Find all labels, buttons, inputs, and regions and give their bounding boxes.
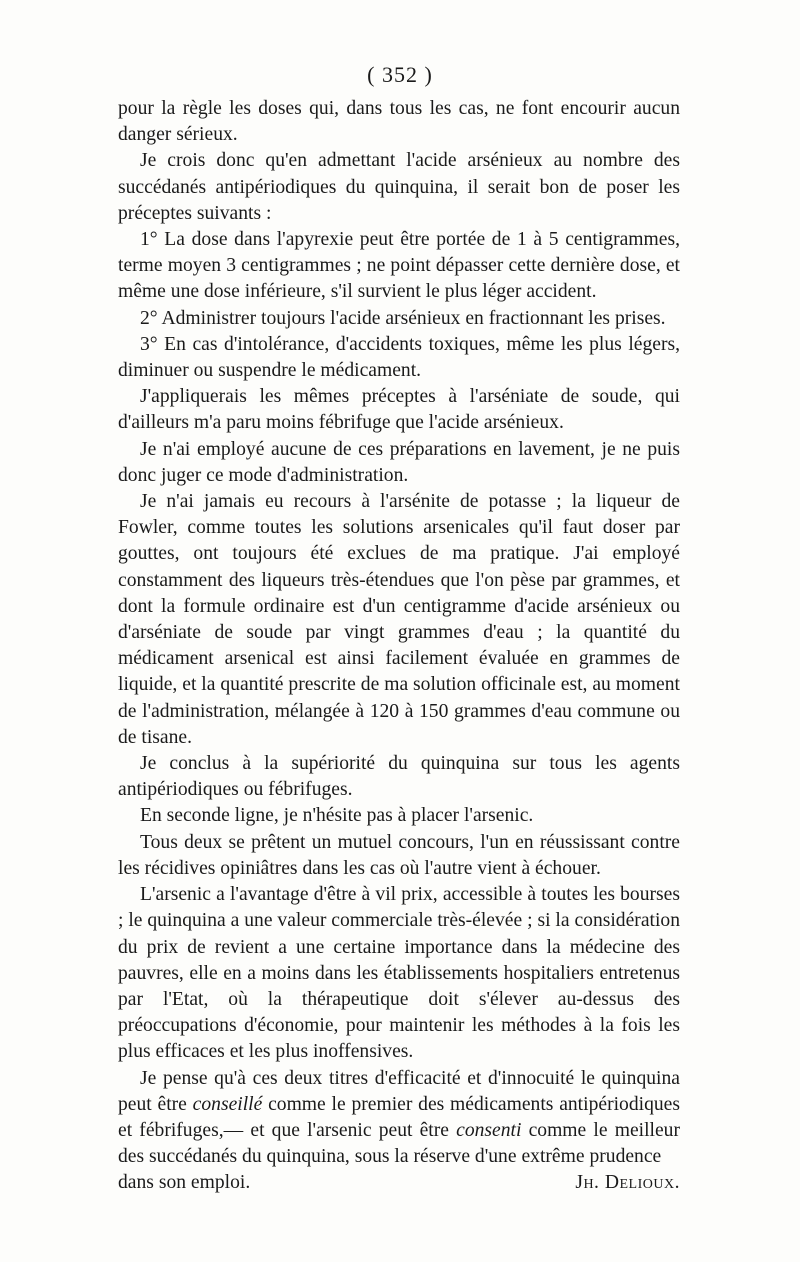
conclusion-text-1: Je pense qu'à ces deux titres d'efficacité et d'innocuité le quinquina peut être <box>118 1067 680 1115</box>
paragraph: En seconde ligne, je n'hésite pas à placer l'arsenic. <box>140 805 534 827</box>
conclusion-text-3: comme le meilleur des succédanés du quinquina, sous la réserve d'une extrême prudence <box>118 1119 680 1168</box>
author-signature: Jh. Delioux. <box>575 1172 680 1194</box>
closing-line <box>118 1170 680 1196</box>
paragraph: Je n'ai jamais eu recours à l'arsénite de potasse ; la liqueur de Fowler, comme toutes les solutions arsenicales qu'il faut doser par gouttes, ont toujours été exclues de ma pratique. J'ai employé constamment des liqueurs très-étendues que l'on pèse par grammes, et dont la formule ordinaire est d'un centigramme d'acide arsénieux ou d'arséniate de soude par vingt grammes d'eau ; la quantité du médicament arsenical est ainsi facilement évaluée en grammes de liquide, et la quantité prescrite de ma solution officinale est, au moment de l'administration, mélangée à 120 à 150 grammes d'eau commune ou de tisane. <box>118 491 680 748</box>
paragraph: Tous deux se prêtent un mutuel concours, l'un en réussissant contre les récidives opiniâtres dans les cas où l'autre vient à échouer. <box>118 831 680 879</box>
paragraph-precept-2: 2° Administrer toujours l'acide arsénieux en fractionnant les prises. <box>140 307 666 329</box>
emphasis-consenti: consenti <box>456 1119 522 1141</box>
paragraph: L'arsenic a l'avantage d'être à vil prix, accessible à toutes les bourses ; le quinquina a une valeur commerciale très-élevée ; si la considération du prix de revient a une certaine importance dans la médecine des pauvres, elle en a moins dans les établissements hospitaliers entretenus par l'Etat, où la thérapeutique doit s'élever au-dessus des préoccupations d'économie, pour maintenir les méthodes à la fois les plus efficaces et les plus inoffensives. <box>118 884 680 1063</box>
paragraph: Je n'ai employé aucune de ces préparations en lavement, je ne puis donc juger ce mode d'administration. <box>118 438 680 486</box>
page-number: ( 352 ) <box>367 62 433 87</box>
conclusion-text-2: comme le premier des médicaments antipériodiques et fébrifuges,— et que l'arsenic peut être <box>118 1093 680 1141</box>
paragraph: Je crois donc qu'en admettant l'acide arsénieux au nombre des succédanés antipériodiques du quinquina, il serait bon de poser les préceptes suivants : <box>118 150 680 224</box>
emphasis-conseille: conseillé <box>192 1093 263 1115</box>
body-text <box>118 96 680 1197</box>
paragraph: Je conclus à la supériorité du quinquina sur tous les agents antipériodiques ou fébrifuges. <box>118 753 680 801</box>
paragraph: J'appliquerais les mêmes préceptes à l'arséniate de soude, qui d'ailleurs m'a paru moins fébrifuge que l'acide arsénieux. <box>118 386 680 434</box>
closing-text: dans son emploi. <box>118 1172 251 1194</box>
paragraph-continuation: pour la règle les doses qui, dans tous les cas, ne font encourir aucun danger sérieux. <box>118 98 680 146</box>
paragraph-precept-3: 3° En cas d'intolérance, d'accidents toxiques, même les plus légers, diminuer ou suspendre le médicament. <box>118 333 680 382</box>
paragraph-precept-1: 1° La dose dans l'apyrexie peut être portée de 1 à 5 centigrammes, terme moyen 3 centigrammes ; ne point dépasser cette dernière dose, et même une dose inférieure, s'il survient le plus léger accident. <box>118 229 680 303</box>
paragraph-conclusion <box>118 1066 680 1171</box>
